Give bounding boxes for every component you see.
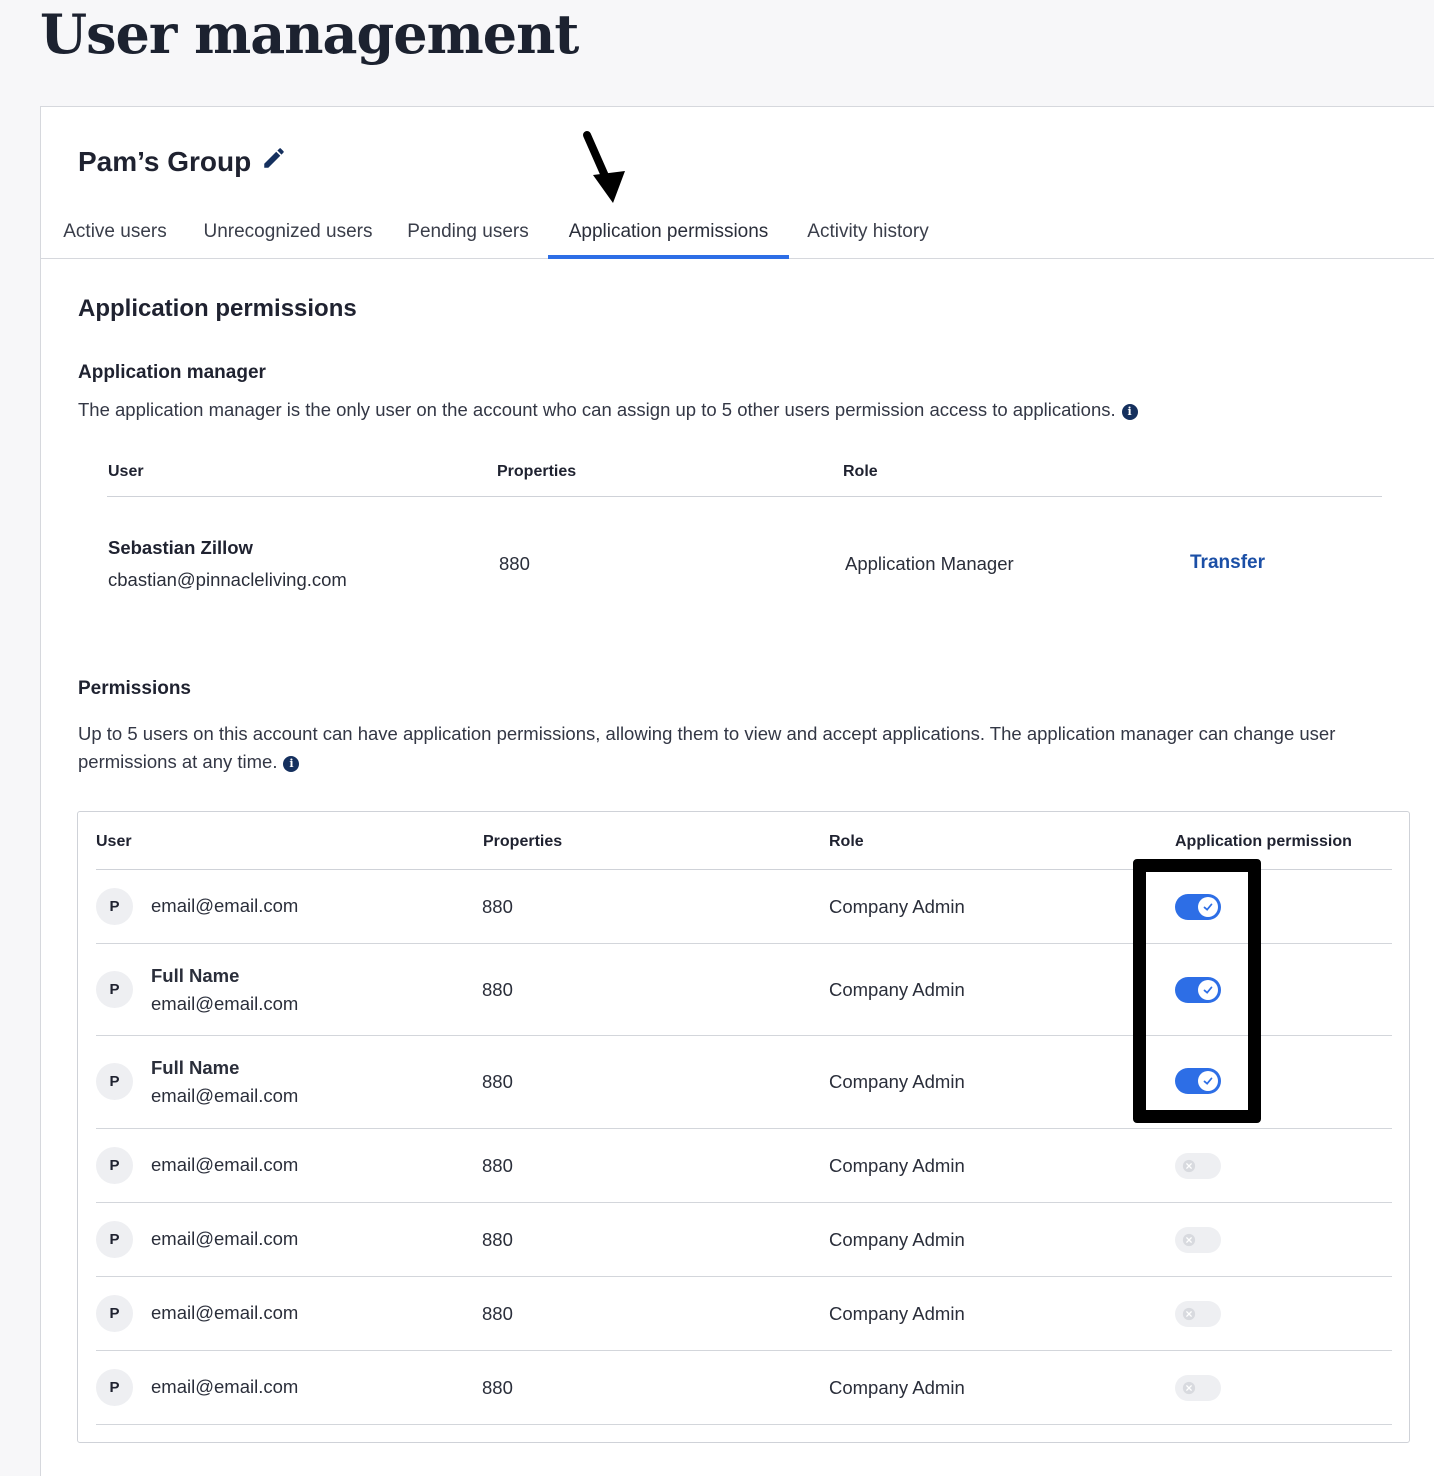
manager-properties: 880 [499, 553, 530, 574]
col-header-user: User [108, 463, 144, 480]
properties-value: 880 [482, 979, 513, 1000]
manager-title: Application manager [78, 362, 266, 383]
permission-toggle[interactable] [1175, 977, 1221, 1003]
transfer-button[interactable]: Transfer [1190, 552, 1265, 573]
col-header-properties: Properties [497, 463, 577, 480]
user-email: email@email.com [151, 895, 299, 916]
tab-pending-users[interactable]: Pending users [407, 221, 529, 242]
group-name: Pam’s Group [78, 145, 252, 177]
permissions-table [77, 811, 1410, 1443]
user-email: email@email.com [151, 993, 299, 1014]
check-icon [1198, 897, 1218, 917]
permission-toggle[interactable] [1175, 1153, 1221, 1179]
user-email: email@email.com [151, 1228, 299, 1249]
table-row [96, 870, 1392, 944]
permission-toggle[interactable] [1175, 1227, 1221, 1253]
role-value: Company Admin [829, 1377, 965, 1398]
manager-name: Sebastian Zillow [108, 537, 253, 558]
col-header-role: Role [843, 463, 878, 480]
properties-value: 880 [482, 1155, 513, 1176]
manager-description-text: The application manager is the only user on the account who can assign up to 5 other users permission access to applications. [78, 399, 1116, 420]
avatar: P [96, 888, 133, 925]
col-header-application-permission: Application permission [1175, 833, 1352, 850]
info-icon[interactable]: i [1122, 404, 1138, 420]
permissions-description-text: Up to 5 users on this account can have application permissions, allowing them to view and accept applications. The application manager can change user permissions at any time. [78, 723, 1336, 772]
permissions-title: Permissions [78, 678, 191, 699]
role-value: Company Admin [829, 896, 965, 917]
permission-toggle[interactable] [1175, 1375, 1221, 1401]
user-name: Full Name [151, 965, 240, 986]
role-value: Company Admin [829, 979, 965, 1000]
permission-toggle[interactable] [1175, 894, 1221, 920]
annotation-arrow-icon [573, 129, 633, 207]
properties-value: 880 [482, 1377, 513, 1398]
avatar: P [96, 1147, 133, 1184]
role-value: Company Admin [829, 1303, 965, 1324]
manager-email: cbastian@pinnacleliving.com [108, 569, 347, 590]
col-header-user: User [96, 833, 132, 850]
table-row [96, 1351, 1392, 1425]
check-icon [1198, 1071, 1218, 1091]
role-value: Company Admin [829, 1155, 965, 1176]
role-value: Company Admin [829, 1071, 965, 1092]
manager-description [78, 396, 1138, 424]
manager-role: Application Manager [845, 553, 1014, 574]
properties-value: 880 [482, 1303, 513, 1324]
tab-unrecognized-users[interactable]: Unrecognized users [203, 221, 373, 242]
tab-application-permissions[interactable]: Application permissions [548, 217, 789, 259]
page-title: User management [40, 2, 579, 66]
section-title: Application permissions [78, 295, 357, 322]
user-management-card [40, 106, 1434, 1476]
table-row [96, 944, 1392, 1036]
user-email: email@email.com [151, 1376, 299, 1397]
col-header-role: Role [829, 833, 864, 850]
permission-toggle[interactable] [1175, 1068, 1221, 1094]
user-email: email@email.com [151, 1302, 299, 1323]
x-icon [1179, 1304, 1199, 1324]
edit-pencil-icon[interactable] [261, 145, 287, 178]
table-row [96, 1036, 1392, 1129]
properties-value: 880 [482, 896, 513, 917]
permissions-description [78, 720, 1388, 776]
avatar: P [96, 1295, 133, 1332]
x-icon [1179, 1156, 1199, 1176]
permission-toggle[interactable] [1175, 1301, 1221, 1327]
role-value: Company Admin [829, 1229, 965, 1250]
avatar: P [96, 1221, 133, 1258]
table-row [96, 1203, 1392, 1277]
info-icon[interactable]: i [283, 756, 299, 772]
properties-value: 880 [482, 1229, 513, 1250]
table-row [96, 1129, 1392, 1203]
divider [107, 496, 1382, 497]
col-header-properties: Properties [483, 833, 563, 850]
x-icon [1179, 1378, 1199, 1398]
avatar: P [96, 1063, 133, 1100]
user-email: email@email.com [151, 1154, 299, 1175]
tab-bar [41, 217, 1434, 259]
avatar: P [96, 971, 133, 1008]
properties-value: 880 [482, 1071, 513, 1092]
table-row [96, 1277, 1392, 1351]
user-email: email@email.com [151, 1085, 299, 1106]
tab-activity-history[interactable]: Activity history [807, 221, 929, 242]
user-name: Full Name [151, 1057, 240, 1078]
tab-active-users[interactable]: Active users [63, 221, 167, 242]
check-icon [1198, 980, 1218, 1000]
avatar: P [96, 1369, 133, 1406]
x-icon [1179, 1230, 1199, 1250]
permissions-table-header [78, 812, 1409, 870]
group-header [78, 145, 287, 178]
